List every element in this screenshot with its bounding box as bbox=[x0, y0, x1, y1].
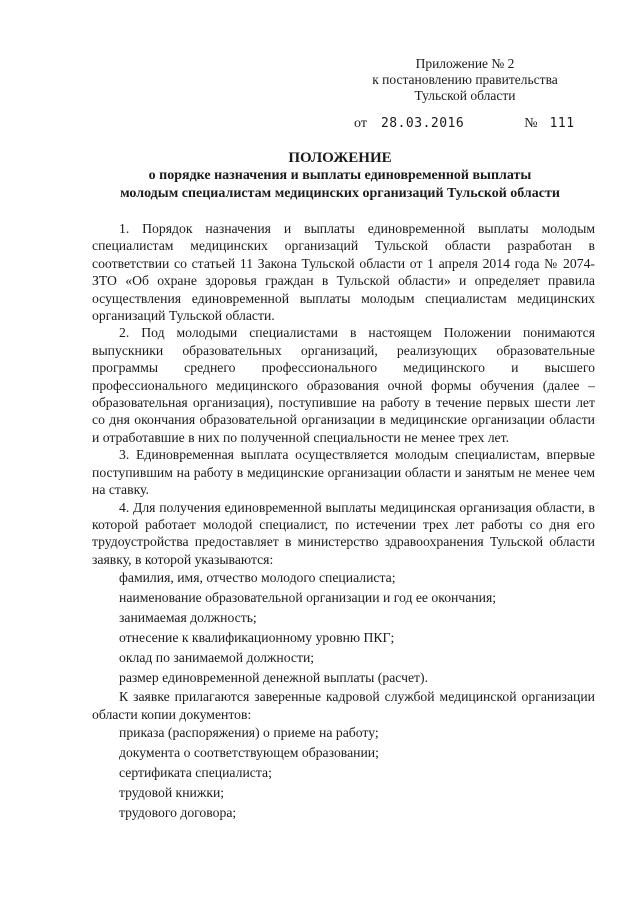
paragraph-4: 4. Для получения единовременной выплаты медицинская организация области, в которой работает молодой специалист, по истечении трех лет работы со дня его трудоустройства предоставляет в министерство здравоохранения Тульской области заявку, в которой указываются: bbox=[92, 499, 595, 567]
request-item: отнесение к квалификационному уровню ПКГ; bbox=[119, 630, 395, 646]
attachment-item: документа о соответствующем образовании; bbox=[119, 744, 379, 760]
request-item: фамилия, имя, отчество молодого специалиста; bbox=[119, 570, 396, 586]
paragraph-3: 3. Единовременная выплата осуществляется молодым специалистам, впервые поступившим на работу в медицинские организации области и занятым не менее чем на ставку. bbox=[92, 447, 595, 498]
attachment-item: трудовой книжки; bbox=[119, 784, 225, 800]
attachment-intro: К заявке прилагаются заверенные кадровой службой медицинской организации области копии документов: bbox=[92, 689, 595, 722]
title-main: ПОЛОЖЕНИЕ bbox=[288, 150, 392, 166]
decree-number: 111 bbox=[549, 116, 575, 131]
attachment-item: приказа (распоряжения) о приеме на работу; bbox=[119, 724, 379, 740]
appendix-number: Приложение № 2 bbox=[415, 56, 515, 71]
request-item: оклад по занимаемой должности; bbox=[119, 650, 315, 666]
decree-number-label: № bbox=[524, 116, 538, 131]
document-title bbox=[90, 149, 590, 203]
decree-date: 28.03.2016 bbox=[380, 116, 465, 131]
appendix-region: Тульской области bbox=[414, 88, 516, 103]
request-item: размер единовременной денежной выплаты (расчет). bbox=[119, 670, 428, 686]
paragraph-1: 1. Порядок назначения и выплаты единовременной выплаты молодым специалистам медицинских организаций Тульской области разработан в соответствии со статьей 11 Закона Тульской области от 1 апреля 2014 года № 2074-ЗТО «Об охране здоровья граждан в Тульской области» и определяет правила осуществления единовременной выплаты молодым специалистам медицинских организаций Тульской области. bbox=[92, 221, 595, 324]
attachment-item: трудового договора; bbox=[119, 804, 237, 820]
title-line-3: молодым специалистам медицинских организаций Тульской области bbox=[120, 186, 560, 201]
request-item: занимаемая должность; bbox=[119, 610, 257, 626]
decree-line bbox=[354, 116, 575, 132]
decree-from-label: от bbox=[354, 116, 367, 131]
paragraph-2: 2. Под молодыми специалистами в настоящем Положении понимаются выпускники образовательных организаций, реализующих образовательные программы среднего профессионального медицинского и высшего профессионального медицинского образования очной формы обучения (далее – образовательная организация), поступившие на работу в течение первых шести лет со дня окончания образовательной организации в медицинские организации области и отработавшие в них по полученной специальности не менее трех лет. bbox=[92, 325, 595, 445]
title-line-2: о порядке назначения и выплаты единовременной выплаты bbox=[148, 168, 532, 183]
attachment-item: сертификата специалиста; bbox=[119, 764, 272, 780]
appendix-reference: к постановлению правительства bbox=[372, 72, 558, 87]
document-body bbox=[92, 220, 595, 823]
appendix-header bbox=[350, 56, 580, 104]
request-item: наименование образовательной организации и год ее окончания; bbox=[119, 590, 497, 606]
